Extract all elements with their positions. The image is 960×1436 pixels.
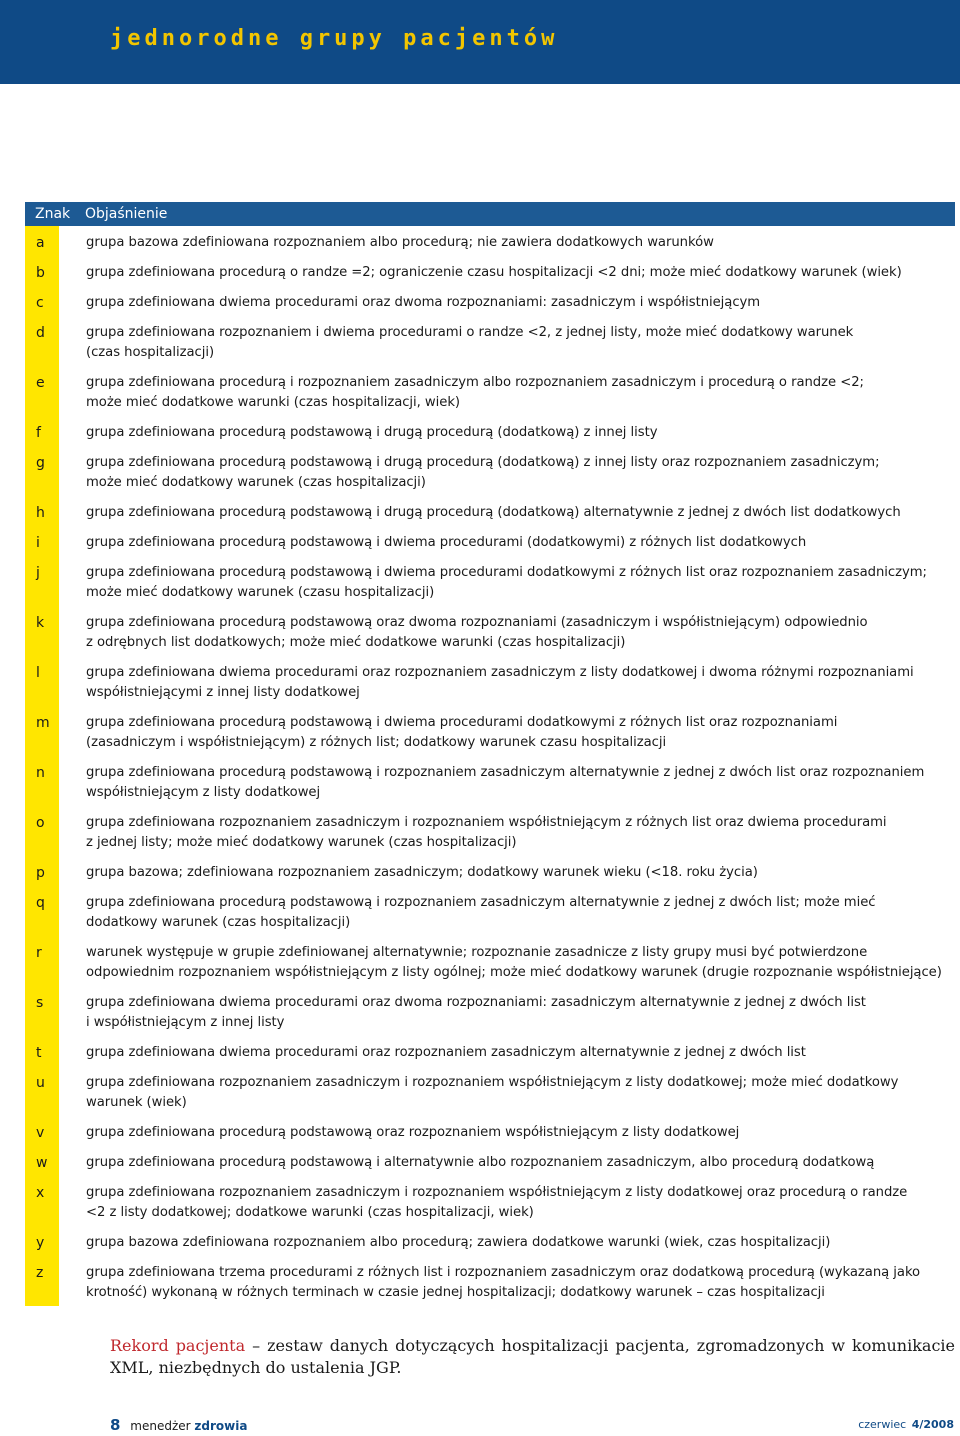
definition-text: zestaw danych dotyczących hospitalizacji pacjenta, zgromadzonych w komunikacie XML, niezbędnych do ustalenia JGP. xyxy=(110,1336,956,1377)
row-letter: i xyxy=(36,535,40,551)
row-letter: k xyxy=(36,615,45,631)
row-description: grupa bazowa; zdefiniowana rozpoznaniem zasadniczym; dodatkowy warunek wieku (<18. roku życia) xyxy=(86,865,758,880)
row-letter: u xyxy=(36,1075,45,1091)
row-letter: d xyxy=(36,325,45,341)
row-letter: y xyxy=(36,1235,45,1251)
row-description: grupa zdefiniowana rozpoznaniem zasadniczym i rozpoznaniem współistniejącym z listy dodatkowej oraz procedurą o randze <2 z listy dodatkowej; dodatkowe warunki (czas hospitalizacji, wiek) xyxy=(86,1185,908,1220)
row-description: grupa zdefiniowana procedurą podstawową oraz dwoma rozpoznaniami (zasadniczym i współistniejącym) odpowiednio z odrębnych list dodatkowych; może mieć dodatkowe warunki (czas hospitalizacji) xyxy=(86,615,868,650)
row-letter: q xyxy=(36,895,45,911)
page-number: 8 xyxy=(110,1416,121,1434)
magazine-name-part2: zdrowia xyxy=(194,1419,248,1433)
row-description: grupa zdefiniowana procedurą podstawową i rozpoznaniem zasadniczym alternatywnie z jednej z dwóch list oraz rozpoznaniem współistniejącym z listy dodatkowej xyxy=(86,765,925,800)
row-letter: v xyxy=(36,1125,45,1141)
footer-right xyxy=(858,1418,954,1431)
row-description: grupa zdefiniowana procedurą podstawową i drugą procedurą (dodatkową) z innej listy oraz rozpoznaniem zasadniczym; może mieć dodatkowy warunek (czas hospitalizacji) xyxy=(86,455,880,490)
row-letter: p xyxy=(36,865,45,881)
page-title: jednorodne grupy pacjentów xyxy=(110,26,559,51)
issue-date: czerwiec xyxy=(858,1418,907,1431)
definition-dash: – xyxy=(252,1336,261,1355)
row-letter: x xyxy=(36,1185,45,1201)
row-description: grupa bazowa zdefiniowana rozpoznaniem albo procedurą; zawiera dodatkowe warunki (wiek, czas hospitalizacji) xyxy=(86,1235,831,1250)
row-description: grupa zdefiniowana procedurą podstawową i drugą procedurą (dodatkową) z innej listy xyxy=(86,425,658,440)
row-letter: e xyxy=(36,375,45,391)
row-description: grupa zdefiniowana procedurą podstawową i dwiema procedurami (dodatkowymi) z różnych list dodatkowych xyxy=(86,535,807,550)
row-letter: b xyxy=(36,265,45,281)
row-description: grupa zdefiniowana procedurą i rozpoznaniem zasadniczym albo rozpoznaniem zasadniczym i procedurą o randze <2; może mieć dodatkowe warunki (czas hospitalizacji, wiek) xyxy=(86,375,864,410)
row-description: grupa zdefiniowana rozpoznaniem i dwiema procedurami o randze <2, z jednej listy, może mieć dodatkowy warunek (czas hospitalizacji) xyxy=(86,325,854,360)
row-letter: w xyxy=(36,1155,48,1171)
row-description: grupa zdefiniowana procedurą podstawową i dwiema procedurami dodatkowymi z różnych list oraz rozpoznaniami (zasadniczym i współistniejącym) z różnych list; dodatkowy warunek czasu hospitalizacji xyxy=(86,715,838,750)
row-letter: n xyxy=(36,765,45,781)
row-description: grupa zdefiniowana procedurą podstawową i drugą procedurą (dodatkową) alternatywnie z jednej z dwóch list dodatkowych xyxy=(86,505,901,520)
footer-left xyxy=(110,1416,247,1434)
row-description: grupa zdefiniowana trzema procedurami z różnych list i rozpoznaniem zasadniczym oraz dodatkową procedurą (wykazaną jako krotność) wykonaną w różnych terminach w czasie jednej hospitalizacji; dodatkowy warunek – czas hospitalizacji xyxy=(86,1265,921,1300)
row-letter: j xyxy=(36,565,40,581)
row-letter: c xyxy=(36,295,44,311)
row-letter: f xyxy=(36,425,41,441)
row-letter: z xyxy=(36,1265,44,1281)
row-letter: o xyxy=(36,815,45,831)
row-letter: t xyxy=(36,1045,42,1061)
row-letter: s xyxy=(36,995,44,1011)
definition-paragraph xyxy=(110,1335,955,1379)
row-letter: r xyxy=(36,945,42,961)
row-description: grupa zdefiniowana rozpoznaniem zasadniczym i rozpoznaniem współistniejącym z różnych list oraz dwiema procedurami z jednej listy; może mieć dodatkowy warunek (czas hospitalizacji) xyxy=(86,815,887,850)
row-letter: a xyxy=(36,235,45,251)
row-description: grupa zdefiniowana procedurą podstawową i alternatywnie albo rozpoznaniem zasadniczym, albo procedurą dodatkową xyxy=(86,1155,875,1170)
row-description: grupa zdefiniowana dwiema procedurami oraz rozpoznaniem zasadniczym alternatywnie z jednej z dwóch list xyxy=(86,1045,806,1060)
row-letter: l xyxy=(36,665,40,681)
magazine-name-part1: menedżer xyxy=(130,1419,191,1433)
table-header xyxy=(25,202,955,226)
row-description: grupa bazowa zdefiniowana rozpoznaniem albo procedurą; nie zawiera dodatkowych warunków xyxy=(86,235,714,250)
row-description: grupa zdefiniowana dwiema procedurami oraz rozpoznaniem zasadniczym z listy dodatkowej i dwoma różnymi rozpoznaniami współistniejącymi z innej listy dodatkowej xyxy=(86,665,914,700)
row-description: grupa zdefiniowana procedurą podstawową oraz rozpoznaniem współistniejącym z listy dodatkowej xyxy=(86,1125,740,1140)
issue-number: 4/2008 xyxy=(911,1418,954,1431)
column-header-objasnienie: Objaśnienie xyxy=(85,206,168,222)
row-letter: h xyxy=(36,505,45,521)
row-letter: m xyxy=(36,715,50,731)
row-description: grupa zdefiniowana rozpoznaniem zasadniczym i rozpoznaniem współistniejącym z listy dodatkowej; może mieć dodatkowy warunek (wiek) xyxy=(86,1075,899,1110)
row-description: grupa zdefiniowana dwiema procedurami oraz dwoma rozpoznaniami: zasadniczym i współistniejącym xyxy=(86,295,761,310)
row-description: warunek występuje w grupie zdefiniowanej alternatywnie; rozpoznanie zasadnicze z listy grupy musi być potwierdzone odpowiednim rozpoznaniem współistniejącym z listy ogólnej; może mieć dodatkowy warunek (drugie rozpoznanie współistniejące) xyxy=(86,945,942,980)
column-header-znak: Znak xyxy=(35,206,71,222)
row-description: grupa zdefiniowana procedurą podstawową i dwiema procedurami dodatkowymi z różnych list oraz rozpoznaniem zasadniczym; może mieć dodatkowy warunek (czasu hospitalizacji) xyxy=(86,565,927,600)
row-letter: g xyxy=(36,455,45,471)
header-bar xyxy=(0,0,960,84)
row-description: grupa zdefiniowana procedurą o randze =2; ograniczenie czasu hospitalizacji <2 dni; może mieć dodatkowy warunek (wiek) xyxy=(86,265,902,280)
row-description: grupa zdefiniowana dwiema procedurami oraz dwoma rozpoznaniami: zasadniczym alternatywnie z jednej z dwóch list i współistniejącym z innej listy xyxy=(86,995,866,1030)
definition-term: Rekord pacjenta xyxy=(110,1336,246,1355)
row-description: grupa zdefiniowana procedurą podstawową i rozpoznaniem zasadniczym alternatywnie z jednej z dwóch list; może mieć dodatkowy warunek (czas hospitalizacji) xyxy=(86,895,876,930)
